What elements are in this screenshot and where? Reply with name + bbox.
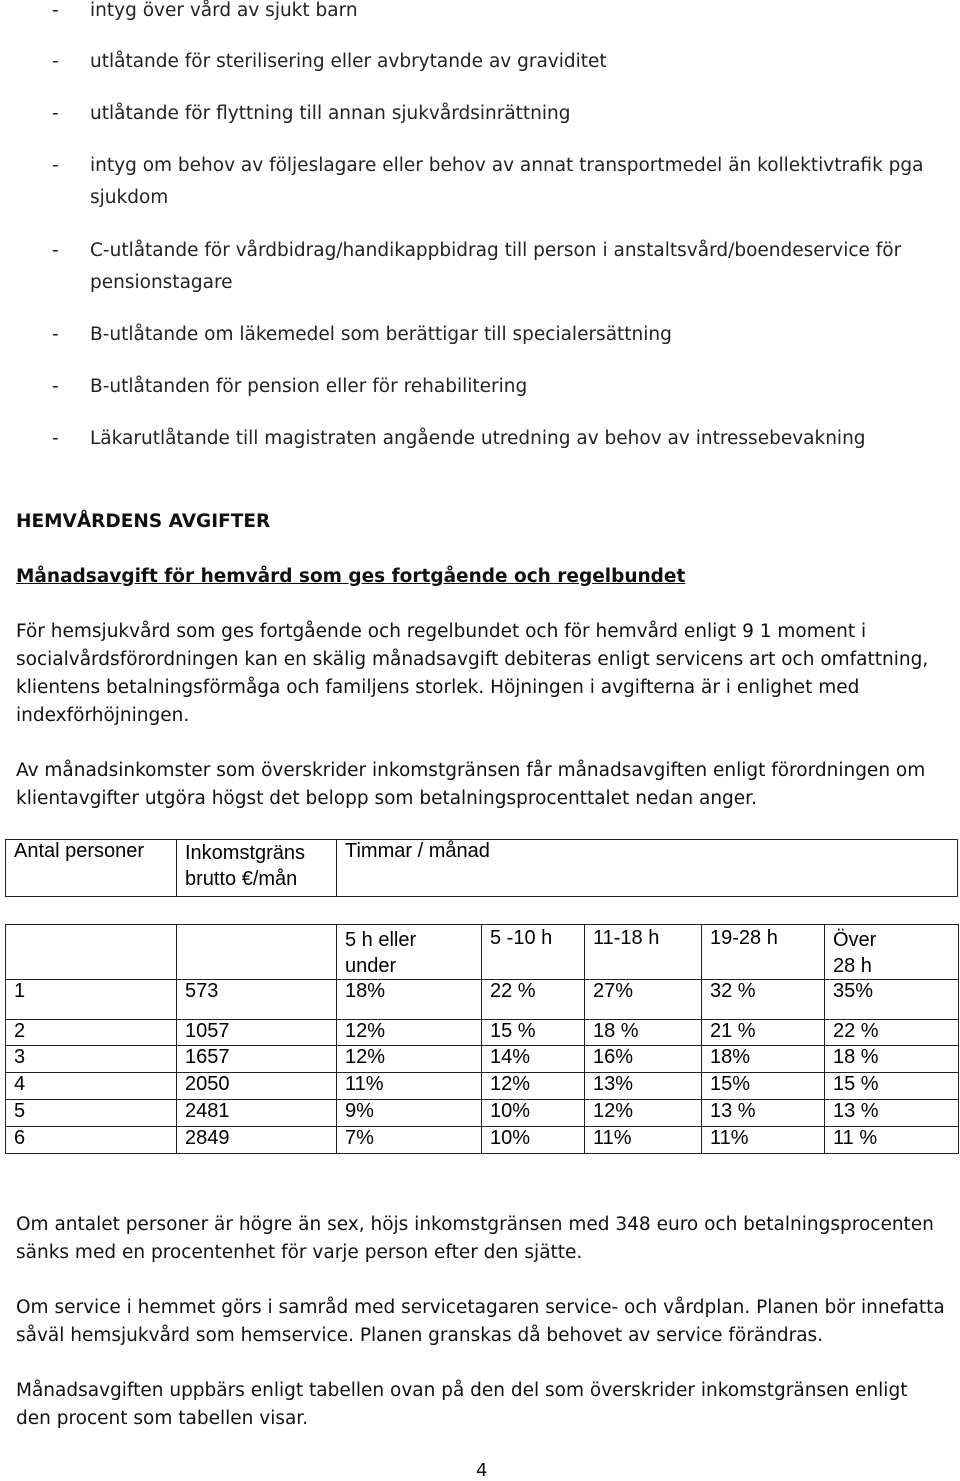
header-hours: Timmar / månad <box>337 840 958 897</box>
paragraph-fee-collection: Månadsavgiften uppbärs enligt tabellen ovan på den del som överskrider inkomstgränsen enligt den procent som tabellen visar. <box>16 1380 908 1429</box>
col-over-28h: Över 28 h <box>825 925 959 980</box>
header-persons: Antal personer <box>6 840 177 897</box>
table-row: 1 573 18% 22 % 27% 32 % 35% <box>6 980 959 1020</box>
fee-table <box>5 924 959 1154</box>
paragraph-service-plan: Om service i hemmet görs i samråd med servicetagaren service- och vårdplan. Planen bör innefatta såväl hemsjukvård som hemservice. Planen granskas då behovet av service förändras. <box>16 1297 945 1346</box>
paragraph-fee-basis: För hemsjukvård som ges fortgående och regelbundet och för hemvård enligt 9 1 moment i socialvårdsförordningen kan en skälig månadsavgift debiteras enligt servicens art och omfattning, klientens betalningsförmåga och familjens storlek. Höjningen i avgifterna är i enlighet med indexförhöjningen. <box>16 621 929 726</box>
page-number: 4 <box>476 1460 488 1481</box>
subsection-title: Månadsavgift för hemvård som ges fortgående och regelbundet <box>16 566 686 587</box>
table-row: 2 1057 12% 15 % 18 % 21 % 22 % <box>6 1020 959 1046</box>
table-row: 3 1657 12% 14% 16% 18% 18 % <box>6 1046 959 1073</box>
table-row: 4 2050 11% 12% 13% 15% 15 % <box>6 1073 959 1100</box>
fee-table-header <box>5 839 958 897</box>
header-income-limit: Inkomstgräns brutto €/mån <box>177 840 337 897</box>
col-5h-or-under: 5 h eller under <box>337 925 482 980</box>
document-page: - intyg över vård av sjukt barn - utlåtande för sterilisering eller avbrytande av graviditet - utlåtande för flyttning till annan sjukvårdsinrättning - intyg om behov av följeslagare eller behov av annat transportmedel än kollektivtrafik pga sjukdom - C-utlåtande för vårdbidrag/handikappbidrag till person i anstaltsvård/boendeservice för pensionstagare - B-utlåtande om läkemedel som berättigar till specialersättning - B-utlåtanden för pension eller för rehabilitering - Läkarutlåtande till magistraten angående utredning av behov av intressebevakning HEMVÅRDENS AVGIFTER Månadsavgift för hemvård som ges fortgående och regelbundet För hemsjukvård som ges fortgående och regelbundet och för hemvård enligt 9 1 moment i socialvårdsförordningen kan en skälig månadsavgift debiteras enligt servicens art och omfattning, klientens betalningsförmåga och familjens storlek. Höjningen i avgifterna är i enlighet med indexförhöjningen. Av månadsinkomster som överskrider inkomstgränsen får månadsavgiften enligt förordningen om klientavgifter utgöra högst det belopp som betalningsprocenttalet nedan anger. Antal personer Inkomstgräns brutto €/mån Timmar / månad 5 h eller under 5 -10 h 11-18 h 19-28 h Över 28 h 1 573 18% 22 % 27% 32 % 35% 2 1057 12% 15 % 18 % 21 % 22 % 3 1657 12% 14% 16% 18% 18 % 4 2050 11% 12% 13% 15% 15 % 5 2481 9% 10% 12% 13 % 13 % 6 2849 7% 10% 11% 11% 11 % Om antalet personer är högre än sex, höjs inkomstgränsen med 348 euro och betalningsprocenten sänks med en procentenhet för varje person efter den sjätte. Om service i hemmet görs i samråd med servicetagaren service- och vårdplan. Planen bör innefatta såväl hemsjukvård som hemservice. Planen granskas då behovet av service förändras. Månadsavgiften uppbärs enligt tabellen ovan på den del som överskrider inkomstgränsen enligt den procent som tabellen visar. 4 <box>0 0 960 1481</box>
table-row: 5 2481 9% 10% 12% 13 % 13 % <box>6 1100 959 1127</box>
paragraph-fee-limit: Av månadsinkomster som överskrider inkomstgränsen får månadsavgiften enligt förordningen om klientavgifter utgöra högst det belopp som betalningsprocenttalet nedan anger. <box>16 760 926 809</box>
table-row: 6 2849 7% 10% 11% 11% 11 % <box>6 1127 959 1154</box>
col-19-28h: 19-28 h <box>702 925 825 980</box>
col-11-18h: 11-18 h <box>585 925 702 980</box>
paragraph-more-persons: Om antalet personer är högre än sex, höjs inkomstgränsen med 348 euro och betalningsprocenten sänks med en procentenhet för varje person efter den sjätte. <box>16 1214 934 1263</box>
section-title: HEMVÅRDENS AVGIFTER <box>16 511 271 532</box>
col-5-10h: 5 -10 h <box>482 925 585 980</box>
table-row <box>6 925 959 980</box>
